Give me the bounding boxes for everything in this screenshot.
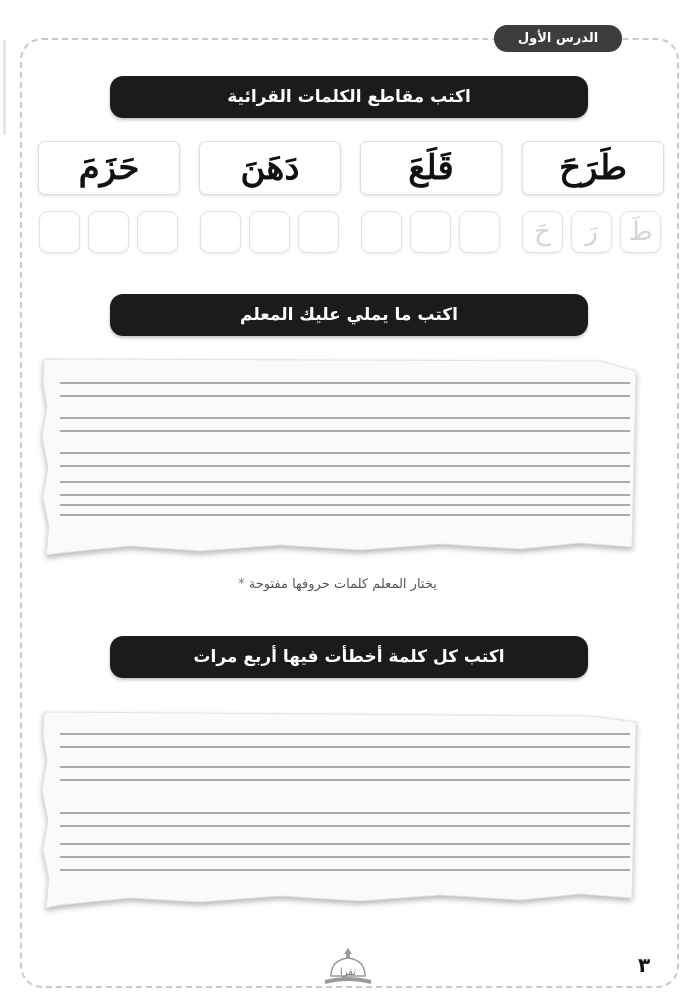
book-logo (321, 946, 375, 990)
syllable-box[interactable] (39, 211, 80, 253)
page-number: ٣ (638, 953, 651, 977)
syllable-box[interactable] (137, 211, 178, 253)
section-title-syllables: اكتب مقاطع الكلمات القرائية (110, 76, 588, 118)
syllable-box[interactable]: رَ (571, 211, 612, 253)
word-box-2: قَلَعَ (360, 141, 502, 195)
syllable-box[interactable] (361, 211, 402, 253)
section-title-dictation: اكتب ما يملي عليك المعلم (110, 294, 588, 336)
note-text: يختار المعلم كلمات حروفها مفتوحة (248, 577, 437, 592)
corrections-writing-paper[interactable] (40, 710, 638, 910)
dictation-writing-paper[interactable] (40, 357, 638, 557)
note-star-marker: * (238, 577, 245, 592)
logo-text: تقرا (339, 967, 357, 978)
section-title-corrections: اكتب كل كلمة أخطأت فيها أربع مرات (110, 636, 588, 678)
syllable-box[interactable] (88, 211, 129, 253)
syllable-box[interactable] (410, 211, 451, 253)
syllable-box[interactable] (249, 211, 290, 253)
syllable-box[interactable] (459, 211, 500, 253)
word-box-4: حَزَمَ (38, 141, 180, 195)
syllable-box[interactable] (298, 211, 339, 253)
left-edge-mark (3, 40, 6, 135)
syllable-box[interactable] (200, 211, 241, 253)
word-box-1: طَرَحَ (522, 141, 664, 195)
word-box-3: دَهَنَ (199, 141, 341, 195)
teacher-note (180, 577, 495, 592)
lesson-tab: الدرس الأول (494, 25, 622, 52)
syllable-box[interactable]: طَ (620, 211, 661, 253)
syllable-box[interactable]: حَ (522, 211, 563, 253)
